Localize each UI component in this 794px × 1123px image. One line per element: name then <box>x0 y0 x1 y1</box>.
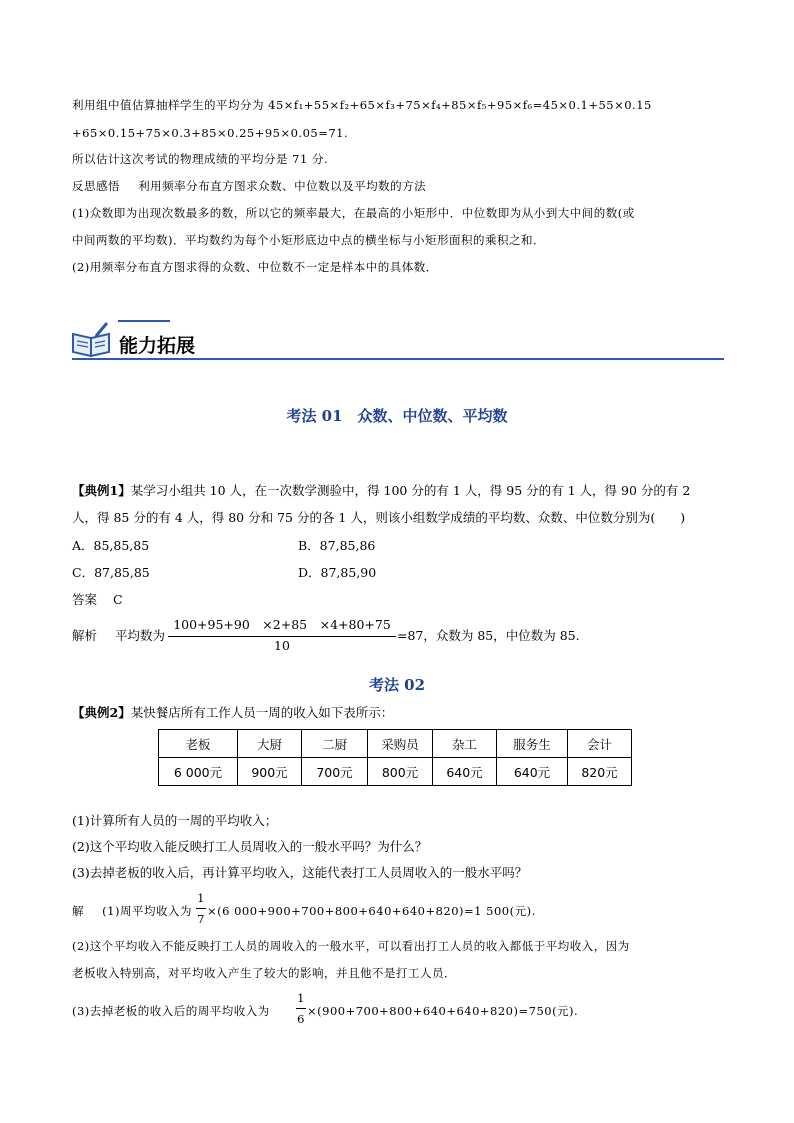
example-1-stem-b: 人，得 85 分的有 4 人，得 80 分和 75 分的各 1 人，则该小组数学成绩的平均数、众数、中位数分别为( ) <box>72 510 686 525</box>
question-3: (3)去掉老板的收入后，再计算平均收入，这能代表打工人员周收入的一般水平吗？ <box>72 865 528 880</box>
example-2-text: 某快餐店所有工作人员一周的收入如下表所示： <box>130 705 394 720</box>
table-header-cell: 采购员 <box>368 730 433 758</box>
reflection-text: 利用频率分布直方图求众数、中位数以及平均数的方法 <box>138 179 427 193</box>
solution-1-prefix-line <box>72 902 192 920</box>
income-table <box>158 729 632 786</box>
solution-3-prefix: (3)去掉老板的收入后的周平均收入为 <box>72 1004 270 1018</box>
analysis-denominator: 10 <box>274 638 290 653</box>
reflection-line <box>72 177 426 195</box>
table-row <box>159 758 632 786</box>
example-1-text: 某学习小组共 10 人，在一次数学测验中，得 100 分的有 1 人，得 95 分的有 1 人，得 90 分的有 2 <box>130 483 691 498</box>
table-cell: 900元 <box>238 758 302 786</box>
solution-2-line-b: 老板收入特别高，对平均收入产生了较大的影响，并且他不是打工人员． <box>72 966 456 980</box>
method-1-heading: 考法 01 众数、中位数、平均数 <box>286 407 508 425</box>
example-1-tag: 【典例1】 <box>72 483 131 498</box>
table-header-cell: 大厨 <box>238 730 302 758</box>
book-pen-icon <box>70 320 114 360</box>
table-cell: 820元 <box>568 758 632 786</box>
option-c: C．87,85,85 <box>72 565 150 580</box>
reflection-label: 反思感悟 <box>72 179 120 193</box>
solution-3-numerator: 1 <box>297 991 305 1005</box>
solution-3-expression: ×(900+700+800+640+640+820)=750(元). <box>307 1004 579 1018</box>
solution-1-expression: ×(6 000+900+700+800+640+640+820)=1 500(元). <box>207 904 536 918</box>
answer-line <box>72 591 123 609</box>
point-2: (2)用频率分布直方图求得的众数、中位数不一定是样本中的具体数． <box>72 260 438 274</box>
example-1-stem-a <box>72 482 690 500</box>
example-2-stem <box>72 704 393 722</box>
table-header-cell: 服务生 <box>497 730 568 758</box>
analysis-suffix: =87，众数为 85，中位数为 85. <box>397 628 580 643</box>
table-cell: 6 000元 <box>159 758 238 786</box>
text-line-3: 所以估计这次考试的物理成绩的平均分是 71 分. <box>72 152 329 166</box>
answer-value: C <box>113 592 123 607</box>
section-title: 能力拓展 <box>119 335 196 357</box>
solution-2-line-a: (2)这个平均收入不能反映打工人员的周收入的一般水平，可以看出打工人员的收入都低于平均收入，因为 <box>72 939 630 953</box>
table-header-cell: 老板 <box>159 730 238 758</box>
table-cell: 800元 <box>368 758 433 786</box>
question-1: (1)计算所有人员的一周的平均收入； <box>72 813 278 828</box>
option-a: A．85,85,85 <box>72 538 150 553</box>
text-line-2: +65×0.15+75×0.3+85×0.25+95×0.05=71. <box>72 126 349 140</box>
solution-3-fraction-bar <box>296 1008 306 1009</box>
table-cell: 640元 <box>433 758 497 786</box>
table-header-cell: 会计 <box>568 730 632 758</box>
solution-label: 解 <box>72 904 84 918</box>
solution-1-fraction-bar <box>196 908 206 909</box>
table-header-cell: 二厨 <box>302 730 368 758</box>
analysis-label: 解析 <box>72 628 98 643</box>
option-b: B．87,85,86 <box>298 538 376 553</box>
question-2: (2)这个平均收入能反映打工人员周收入的一般水平吗？为什么？ <box>72 839 428 854</box>
example-2-tag: 【典例2】 <box>72 705 131 720</box>
analysis-prefix: 平均数为 <box>115 628 166 643</box>
section-rule <box>72 358 724 360</box>
analysis-label-line <box>72 627 165 645</box>
method-2-heading: 考法 02 <box>368 676 426 694</box>
option-d: D．87,85,90 <box>298 565 377 580</box>
point-1-line-b: 中间两数的平均数)．平均数约为每个小矩形底边中点的横坐标与小矩形面积的乘积之和． <box>72 233 545 247</box>
table-header-cell: 杂工 <box>433 730 497 758</box>
solution-1-denominator: 7 <box>197 912 205 926</box>
text-line-1: 利用组中值估算抽样学生的平均分为 45×f₁+55×f₂+65×f₃+75×f₄+85×f₅+95×f₆=45×0.1+55×0.15 <box>72 98 652 112</box>
solution-1-numerator: 1 <box>197 891 205 905</box>
point-1-line-a: (1)众数即为出现次数最多的数，所以它的频率最大，在最高的小矩形中．中位数即为从小到大中间的数(或 <box>72 206 635 220</box>
answer-label: 答案 <box>72 592 98 607</box>
header-accent-line <box>118 320 170 322</box>
table-row <box>159 730 632 758</box>
table-cell: 700元 <box>302 758 368 786</box>
analysis-numerator: 100+95+90 ×2+85 ×4+80+75 <box>173 617 391 632</box>
solution-1-prefix: (1)周平均收入为 <box>102 904 192 918</box>
table-cell: 640元 <box>497 758 568 786</box>
solution-3-denominator: 6 <box>297 1012 305 1026</box>
